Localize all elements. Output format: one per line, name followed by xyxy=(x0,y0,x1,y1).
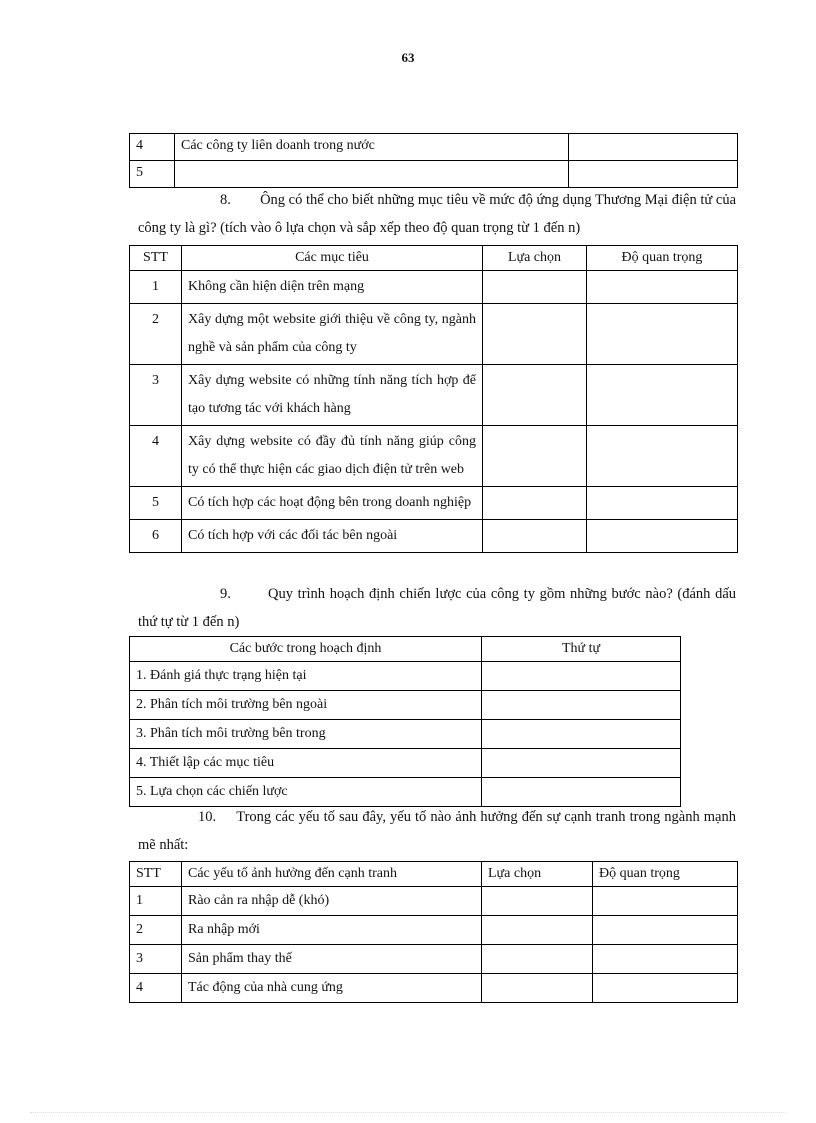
stt-cell: 4 xyxy=(130,134,175,161)
stt-cell: 3 xyxy=(130,365,182,426)
order-cell[interactable] xyxy=(482,720,681,749)
table-row xyxy=(130,161,738,188)
choice-cell[interactable] xyxy=(483,487,587,520)
col-header-steps: Các bước trong hoạch định xyxy=(130,637,482,662)
question-text: Ông có thể cho biết những mục tiêu về mức độ ứng dụng Thương Mại điện tử của công ty là gì? (tích vào ô lựa chọn và sắp xếp theo độ quan trọng từ 1 đến n) xyxy=(138,192,737,236)
choice-cell[interactable] xyxy=(482,945,593,974)
factor-cell: Sản phẩm thay thế xyxy=(182,945,482,974)
col-header-factors: Các yếu tố ảnh hưởng đến cạnh tranh xyxy=(182,862,482,887)
table-row xyxy=(130,426,738,487)
question-9 xyxy=(138,580,736,636)
table-row xyxy=(130,662,681,691)
importance-cell[interactable] xyxy=(587,271,738,304)
stt-cell: 2 xyxy=(130,304,182,365)
order-cell[interactable] xyxy=(482,749,681,778)
table-row xyxy=(130,271,738,304)
step-cell: 2. Phân tích môi trường bên ngoài xyxy=(130,691,482,720)
objectives-table xyxy=(129,245,738,553)
objective-cell: Xây dựng website có đầy đủ tính năng giúp công ty có thể thực hiện các giao dịch điện tử trên web xyxy=(182,426,483,487)
step-cell: 5. Lựa chọn các chiến lược xyxy=(130,778,482,807)
question-8 xyxy=(138,186,736,242)
objective-cell: Có tích hợp với các đối tác bên ngoài xyxy=(182,520,483,553)
importance-cell[interactable] xyxy=(593,916,738,945)
question-number: 9. xyxy=(220,586,231,602)
col-header-importance: Độ quan trọng xyxy=(587,246,738,271)
table-header-row xyxy=(130,246,738,271)
choice-cell[interactable] xyxy=(483,426,587,487)
objective-cell: Không cần hiện diện trên mạng xyxy=(182,271,483,304)
col-header-stt: STT xyxy=(130,862,182,887)
stt-cell: 1 xyxy=(130,887,182,916)
description-cell: Các công ty liên doanh trong nước xyxy=(175,134,569,161)
question-10 xyxy=(138,803,736,859)
stt-cell: 3 xyxy=(130,945,182,974)
choice-cell[interactable] xyxy=(483,365,587,426)
question-number: 10. xyxy=(198,809,217,825)
choice-cell[interactable] xyxy=(482,887,593,916)
objective-cell: Có tích hợp các hoạt động bên trong doanh nghiệp xyxy=(182,487,483,520)
importance-cell[interactable] xyxy=(587,487,738,520)
importance-cell[interactable] xyxy=(587,426,738,487)
stt-cell: 4 xyxy=(130,426,182,487)
page-number: 63 xyxy=(401,50,415,65)
continuation-table xyxy=(129,133,738,188)
competition-factors-table xyxy=(129,861,738,1003)
table-row xyxy=(130,134,738,161)
importance-cell[interactable] xyxy=(587,304,738,365)
table-row xyxy=(130,749,681,778)
choice-cell[interactable] xyxy=(483,520,587,553)
table-row xyxy=(130,974,738,1003)
table-header-row xyxy=(130,637,681,662)
stt-cell: 1 xyxy=(130,271,182,304)
question-text: Quy trình hoạch định chiến lược của công ty gồm những bước nào? (đánh dấu thứ tự từ 1 đến n) xyxy=(138,586,737,630)
objective-cell: Xây dựng website có những tính năng tích hợp để tạo tương tác với khách hàng xyxy=(182,365,483,426)
factor-cell: Ra nhập mới xyxy=(182,916,482,945)
col-header-importance: Độ quan trọng xyxy=(593,862,738,887)
col-header-order: Thứ tự xyxy=(482,637,681,662)
question-text: Trong các yếu tố sau đây, yếu tố nào ảnh hưởng đến sự cạnh tranh trong ngành mạnh mẽ nhất: xyxy=(138,809,736,853)
col-header-objectives: Các mục tiêu xyxy=(182,246,483,271)
col-header-choice: Lựa chọn xyxy=(482,862,593,887)
order-cell[interactable] xyxy=(482,691,681,720)
factor-cell: Tác động của nhà cung ứng xyxy=(182,974,482,1003)
table-row xyxy=(130,365,738,426)
choice-cell[interactable] xyxy=(483,271,587,304)
importance-cell[interactable] xyxy=(587,520,738,553)
col-header-choice: Lựa chọn xyxy=(483,246,587,271)
table-row xyxy=(130,520,738,553)
page-bottom-divider xyxy=(30,1112,786,1113)
choice-cell[interactable] xyxy=(482,974,593,1003)
importance-cell[interactable] xyxy=(593,887,738,916)
empty-cell xyxy=(569,161,738,188)
stt-cell: 4 xyxy=(130,974,182,1003)
importance-cell[interactable] xyxy=(593,974,738,1003)
table-row xyxy=(130,887,738,916)
importance-cell[interactable] xyxy=(587,365,738,426)
table-row xyxy=(130,945,738,974)
stt-cell: 5 xyxy=(130,487,182,520)
choice-cell[interactable] xyxy=(482,916,593,945)
step-cell: 4. Thiết lập các mục tiêu xyxy=(130,749,482,778)
table-row xyxy=(130,691,681,720)
step-cell: 1. Đánh giá thực trạng hiện tại xyxy=(130,662,482,691)
stt-cell: 5 xyxy=(130,161,175,188)
empty-cell xyxy=(569,134,738,161)
importance-cell[interactable] xyxy=(593,945,738,974)
col-header-stt: STT xyxy=(130,246,182,271)
objective-cell: Xây dựng một website giới thiệu về công ty, ngành nghề và sản phẩm của công ty xyxy=(182,304,483,365)
planning-steps-table xyxy=(129,636,681,807)
table-row xyxy=(130,487,738,520)
stt-cell: 6 xyxy=(130,520,182,553)
stt-cell: 2 xyxy=(130,916,182,945)
table-row xyxy=(130,720,681,749)
question-number: 8. xyxy=(220,192,231,208)
order-cell[interactable] xyxy=(482,662,681,691)
step-cell: 3. Phân tích môi trường bên trong xyxy=(130,720,482,749)
table-row xyxy=(130,304,738,365)
table-header-row xyxy=(130,862,738,887)
choice-cell[interactable] xyxy=(483,304,587,365)
table-row xyxy=(130,916,738,945)
empty-cell xyxy=(175,161,569,188)
factor-cell: Rào cản ra nhập dễ (khó) xyxy=(182,887,482,916)
